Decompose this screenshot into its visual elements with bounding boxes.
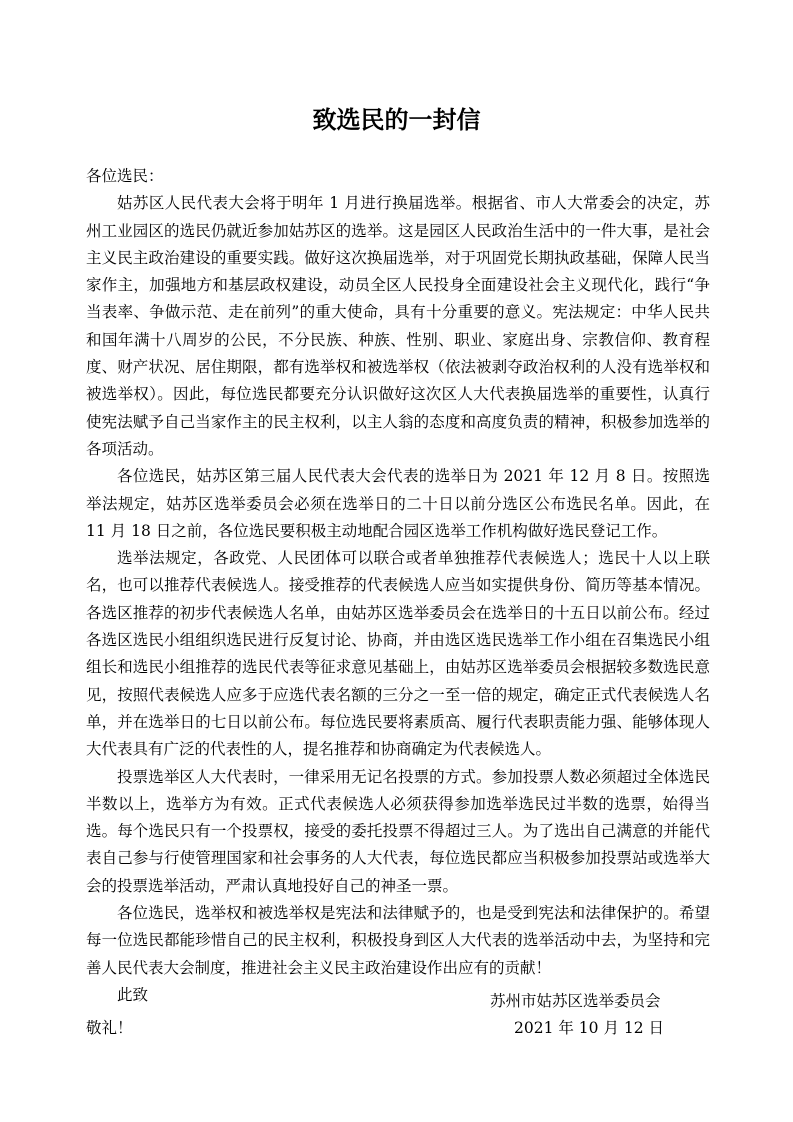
paragraph-5: 各位选民，选举权和被选举权是宪法和法律赋予的，也是受到宪法和法律保护的。希望每一位选民都能珍惜自己的民主权利，积极投身到区人大代表的选举活动中去，为坚持和完善人民代表大会制度，推进社会主义民主政治建设作出应有的贡献！ [86,904,710,977]
closing-phrase: 此致 [117,985,149,1004]
paragraph-3: 选举法规定，各政党、人民团体可以联合或者单独推荐代表候选人；选民十人以上联名，也可以推荐代表候选人。接受推荐的代表候选人应当如实提供身份、简历等基本情况。各选区推荐的初步代表候选人名单，由姑苏区选举委员会在选举日的十五日以前公布。经过各选区选民小组组织选民进行反复讨论、协商，并由选区选民选举工作小组在召集选民小组组长和选民小组推荐的选民代表等征求意见基础上，由姑苏区选举委员会根据较多数选民意见，按照代表候选人应多于应选代表名额的三分之一至一倍的规定，确定正式代表候选人名单，并在选举日的七日以前公布。每位选民要将素质高、履行代表职责能力强、能够体现人大代表具有广泛的代表性的人，提名推荐和协商确定为代表候选人。 [86,549,710,759]
signature-block [480,988,670,1042]
paragraph-2: 各位选民，姑苏区第三届人民代表大会代表的选举日为 2021 年 12 月 8 日。按照选举法规定，姑苏区选举委员会必须在选举日的二十日以前分选区公布选民名单。因此，在 11 月 18 日之前，各位选民要积极主动地配合园区选举工作机构做好选民登记工作。 [86,467,710,540]
signature-organization: 苏州市姑苏区选举委员会 [490,992,661,1010]
salutation: 各位选民： [86,167,164,185]
paragraph-4: 投票选举区人大代表时，一律采用无记名投票的方式。参加投票人数必须超过全体选民半数以上，选举方为有效。正式代表候选人必须获得参加选举选民过半数的选票，始得当选。每个选民只有一个投票权，接受的委托投票不得超过三人。为了选出自己满意的并能代表自己参与行使管理国家和社会事务的人大代表，每位选民都应当积极参加投票站或选举大会的投票选举活动，严肃认真地投好自己的神圣一票。 [86,767,710,895]
signature-date: 2021 年 10 月 12 日 [514,1019,665,1037]
regards: 敬礼！ [86,1019,133,1037]
letter-body [86,163,710,1009]
paragraph-1: 姑苏区人民代表大会将于明年 1 月进行换届选举。根据省、市人大常委会的决定，苏州工业园区的选民仍就近参加姑苏区的选举。这是园区人民政治生活中的一件大事，是社会主义民主政治建设的重要实践。做好这次换届选举，对于巩固党长期执政基础，保障人民当家作主，加强地方和基层政权建设，动员全区人民投身全面建设社会主义现代化，践行“争当表率、争做示范、走在前列”的重大使命，具有十分重要的意义。宪法规定：中华人民共和国年满十八周岁的公民，不分民族、种族、性别、职业、家庭出身、宗教信仰、教育程度、财产状况、居住期限，都有选举权和被选举权（依法被剥夺政治权利的人没有选举权和被选举权）。因此，每位选民都要充分认识做好这次区人大代表换届选举的重要性，认真行使宪法赋予自己当家作主的民主权利，以主人翁的态度和高度负责的精神，积极参加选举的各项活动。 [86,194,710,458]
letter-title: 致选民的一封信 [312,106,481,134]
